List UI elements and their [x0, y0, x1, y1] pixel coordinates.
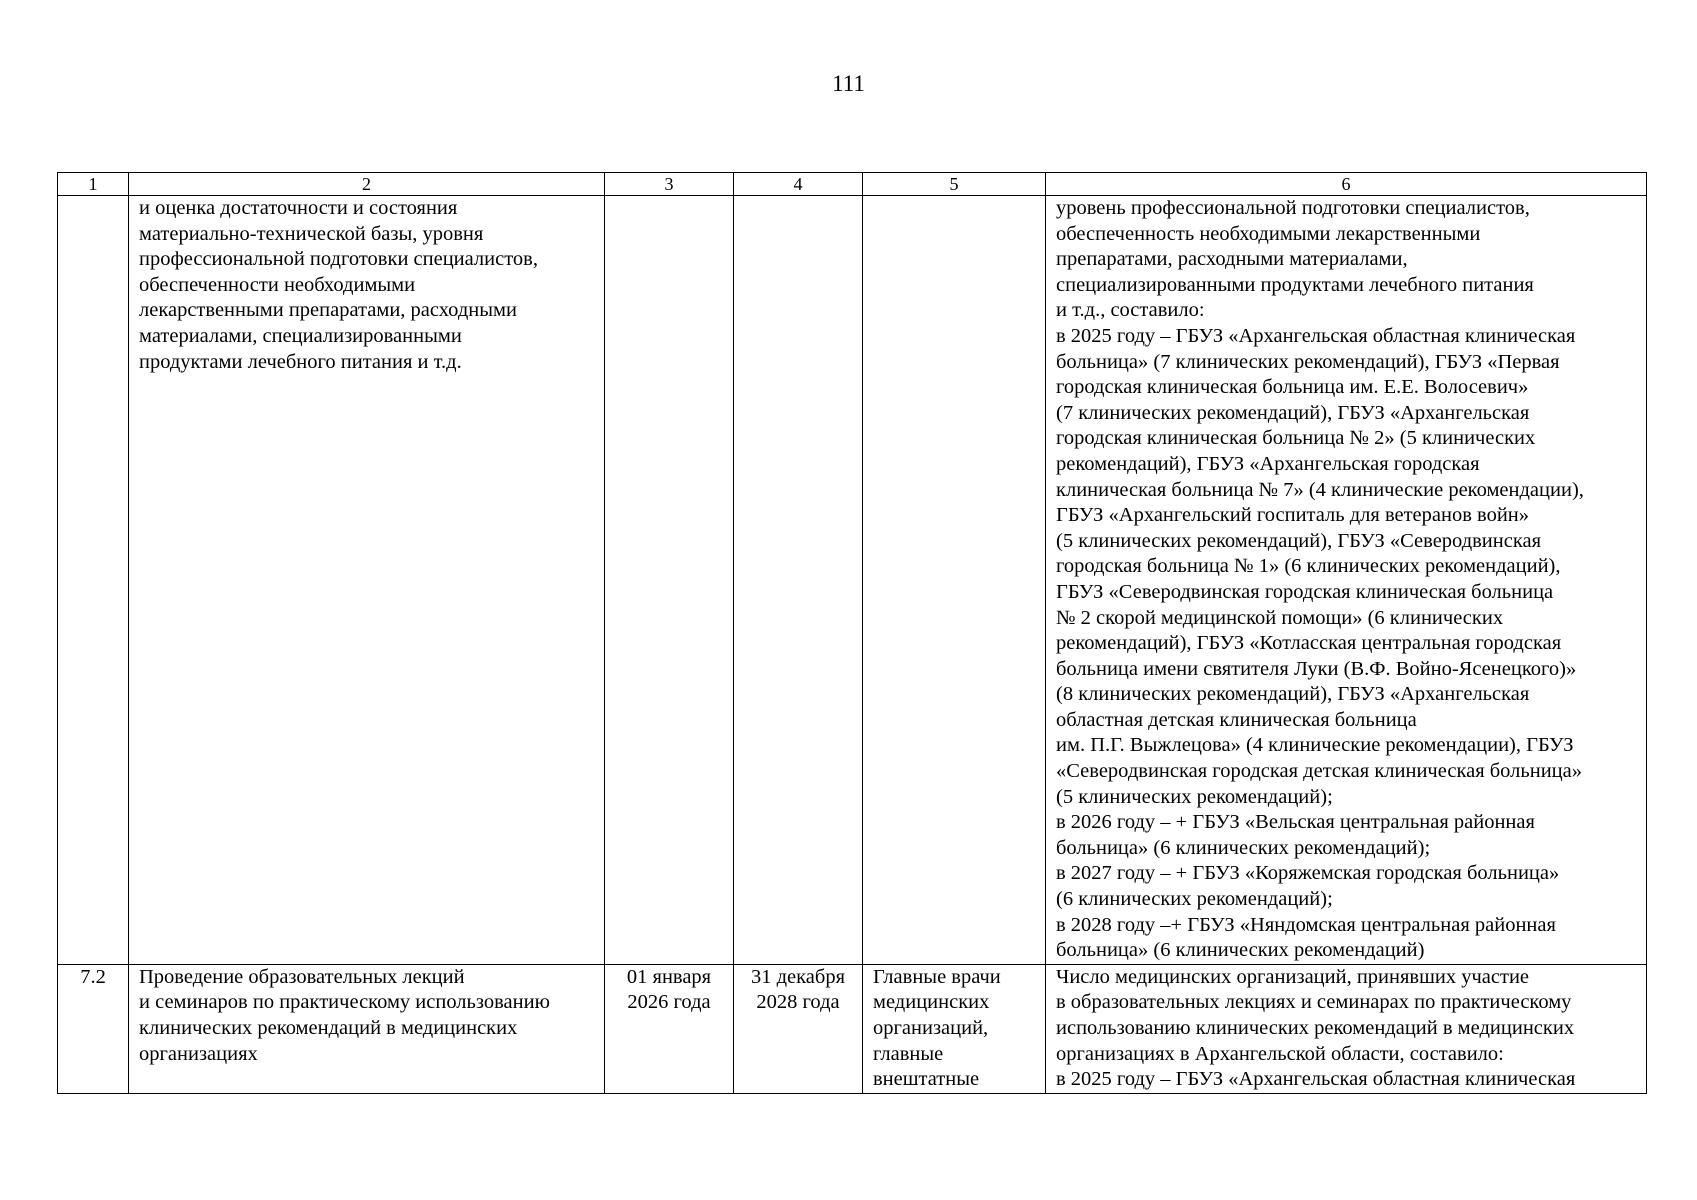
text-line: (8 клинических рекомендаций), ГБУЗ «Архангельская	[1056, 683, 1530, 706]
header-col-4: 4	[734, 173, 863, 196]
end-date-cell	[734, 196, 863, 965]
result-cell	[1046, 196, 1647, 965]
text-line: (5 клинических рекомендаций);	[1056, 785, 1333, 808]
text-line: ГБУЗ «Архангельский госпиталь для ветеранов войн»	[1056, 504, 1530, 527]
text-line: (6 клинических рекомендаций);	[1056, 888, 1333, 911]
text-line: больница имени святителя Луки (В.Ф. Войно-Ясенецкого)»	[1056, 657, 1577, 680]
text-line: в 2025 году – ГБУЗ «Архангельская областная клиническая	[1056, 324, 1576, 347]
text-line: в образовательных лекциях и семинарах по практическому	[1056, 991, 1572, 1014]
text-line: главные	[873, 1042, 944, 1065]
start-date-cell	[605, 964, 734, 1093]
text-line: лекарственными препаратами, расходными	[139, 299, 517, 322]
text-line: 2026 года	[627, 991, 711, 1014]
text-line: клинических рекомендаций в медицинских	[139, 1017, 518, 1039]
text-line: продуктами лечебного питания и т.д.	[139, 350, 462, 373]
header-row	[58, 173, 1647, 196]
text-line: препаратами, расходными материалами,	[1056, 248, 1408, 271]
text-line: и т.д., составило:	[1056, 299, 1205, 322]
text-line: обеспеченности необходимыми	[139, 273, 416, 296]
text-line: Число медицинских организаций, принявших участие	[1056, 965, 1530, 988]
text-line: обеспеченность необходимыми лекарственными	[1056, 222, 1481, 245]
text-line: внештатные	[873, 1068, 980, 1091]
text-line: и оценка достаточности и состояния	[139, 197, 458, 219]
text-line: им. П.Г. Выжлецова» (4 клинические рекомендации), ГБУЗ	[1056, 734, 1574, 757]
text-line: 31 декабря	[750, 965, 845, 988]
text-line: в 2027 году – + ГБУЗ «Коряжемская городская больница»	[1056, 862, 1560, 885]
text-line: уровень профессиональной подготовки специалистов,	[1056, 197, 1530, 219]
text-line: Главные врачи	[873, 965, 1001, 988]
text-line: больница» (7 клинических рекомендаций), ГБУЗ «Первая	[1056, 350, 1560, 373]
text-line: ГБУЗ «Северодвинская городская клиническая больница	[1056, 580, 1554, 603]
text-line: медицинских	[873, 991, 990, 1014]
start-date-cell	[605, 196, 734, 965]
text-line: рекомендаций), ГБУЗ «Котласская центральная городская	[1056, 632, 1562, 655]
text-line: 2028 года	[756, 991, 840, 1014]
table-row	[58, 196, 1647, 965]
description-cell	[129, 964, 605, 1093]
text-line: 01 января	[626, 965, 712, 988]
header-col-6: 6	[1046, 173, 1647, 196]
result-lines	[1056, 965, 1636, 1093]
header-col-1: 1	[58, 173, 129, 196]
text-line: городская клиническая больница № 2» (5 клинических	[1056, 427, 1536, 450]
header-col-2: 2	[129, 173, 605, 196]
text-line: областная детская клиническая больница	[1056, 708, 1417, 731]
text-line: рекомендаций), ГБУЗ «Архангельская городская	[1056, 452, 1480, 475]
row-number-cell	[58, 196, 129, 965]
table-row	[58, 964, 1647, 1093]
description-lines	[139, 965, 594, 1093]
description-lines	[139, 196, 594, 375]
text-line: материально-технической базы, уровня	[139, 222, 484, 245]
text-line: Проведение образовательных лекций	[139, 965, 465, 988]
start-date-lines	[615, 965, 723, 1093]
end-date-cell	[734, 964, 863, 1093]
text-line: клиническая больница № 7» (4 клинические рекомендации),	[1056, 478, 1584, 501]
text-line: использованию клинических рекомендаций в медицинских	[1056, 1017, 1575, 1039]
text-line: организациях	[139, 1042, 258, 1065]
text-line: профессиональной подготовки специалистов,	[139, 248, 538, 271]
responsible-lines	[873, 965, 1035, 1093]
text-line: городская больница № 1» (6 клинических рекомендаций),	[1056, 555, 1561, 578]
text-line: городская клиническая больница им. Е.Е. Волосевич»	[1056, 376, 1529, 399]
text-line: в 2026 году – + ГБУЗ «Вельская центральная районная	[1056, 811, 1535, 834]
result-cell	[1046, 964, 1647, 1093]
text-line: в 2025 году – ГБУЗ «Архангельская областная клиническая	[1056, 1068, 1576, 1091]
end-date-lines	[744, 965, 852, 1093]
description-cell	[129, 196, 605, 965]
result-lines	[1056, 196, 1636, 964]
text-line: организаций,	[873, 1017, 989, 1039]
responsible-cell	[863, 964, 1046, 1093]
text-line: больница» (6 клинических рекомендаций)	[1056, 939, 1425, 962]
page-number: 111	[832, 71, 865, 96]
text-line: материалами, специализированными	[139, 324, 462, 347]
text-line: больница» (6 клинических рекомендаций);	[1056, 836, 1431, 859]
text-line: и семинаров по практическому использованию	[139, 991, 550, 1014]
header-col-5: 5	[863, 173, 1046, 196]
row-number-cell: 7.2	[58, 964, 129, 1093]
text-line: (5 клинических рекомендаций), ГБУЗ «Северодвинская	[1056, 529, 1542, 552]
header-col-3: 3	[605, 173, 734, 196]
responsible-cell	[863, 196, 1046, 965]
text-line: организациях в Архангельской области, составило:	[1056, 1042, 1504, 1065]
text-line: специализированными продуктами лечебного питания	[1056, 273, 1534, 296]
text-line: № 2 скорой медицинской помощи» (6 клинических	[1056, 606, 1504, 629]
text-line: в 2028 году –+ ГБУЗ «Няндомская центральная районная	[1056, 913, 1556, 936]
text-line: (7 клинических рекомендаций), ГБУЗ «Архангельская	[1056, 401, 1530, 424]
plan-table	[57, 172, 1647, 1094]
text-line: «Северодвинская городская детская клиническая больница»	[1056, 760, 1582, 783]
